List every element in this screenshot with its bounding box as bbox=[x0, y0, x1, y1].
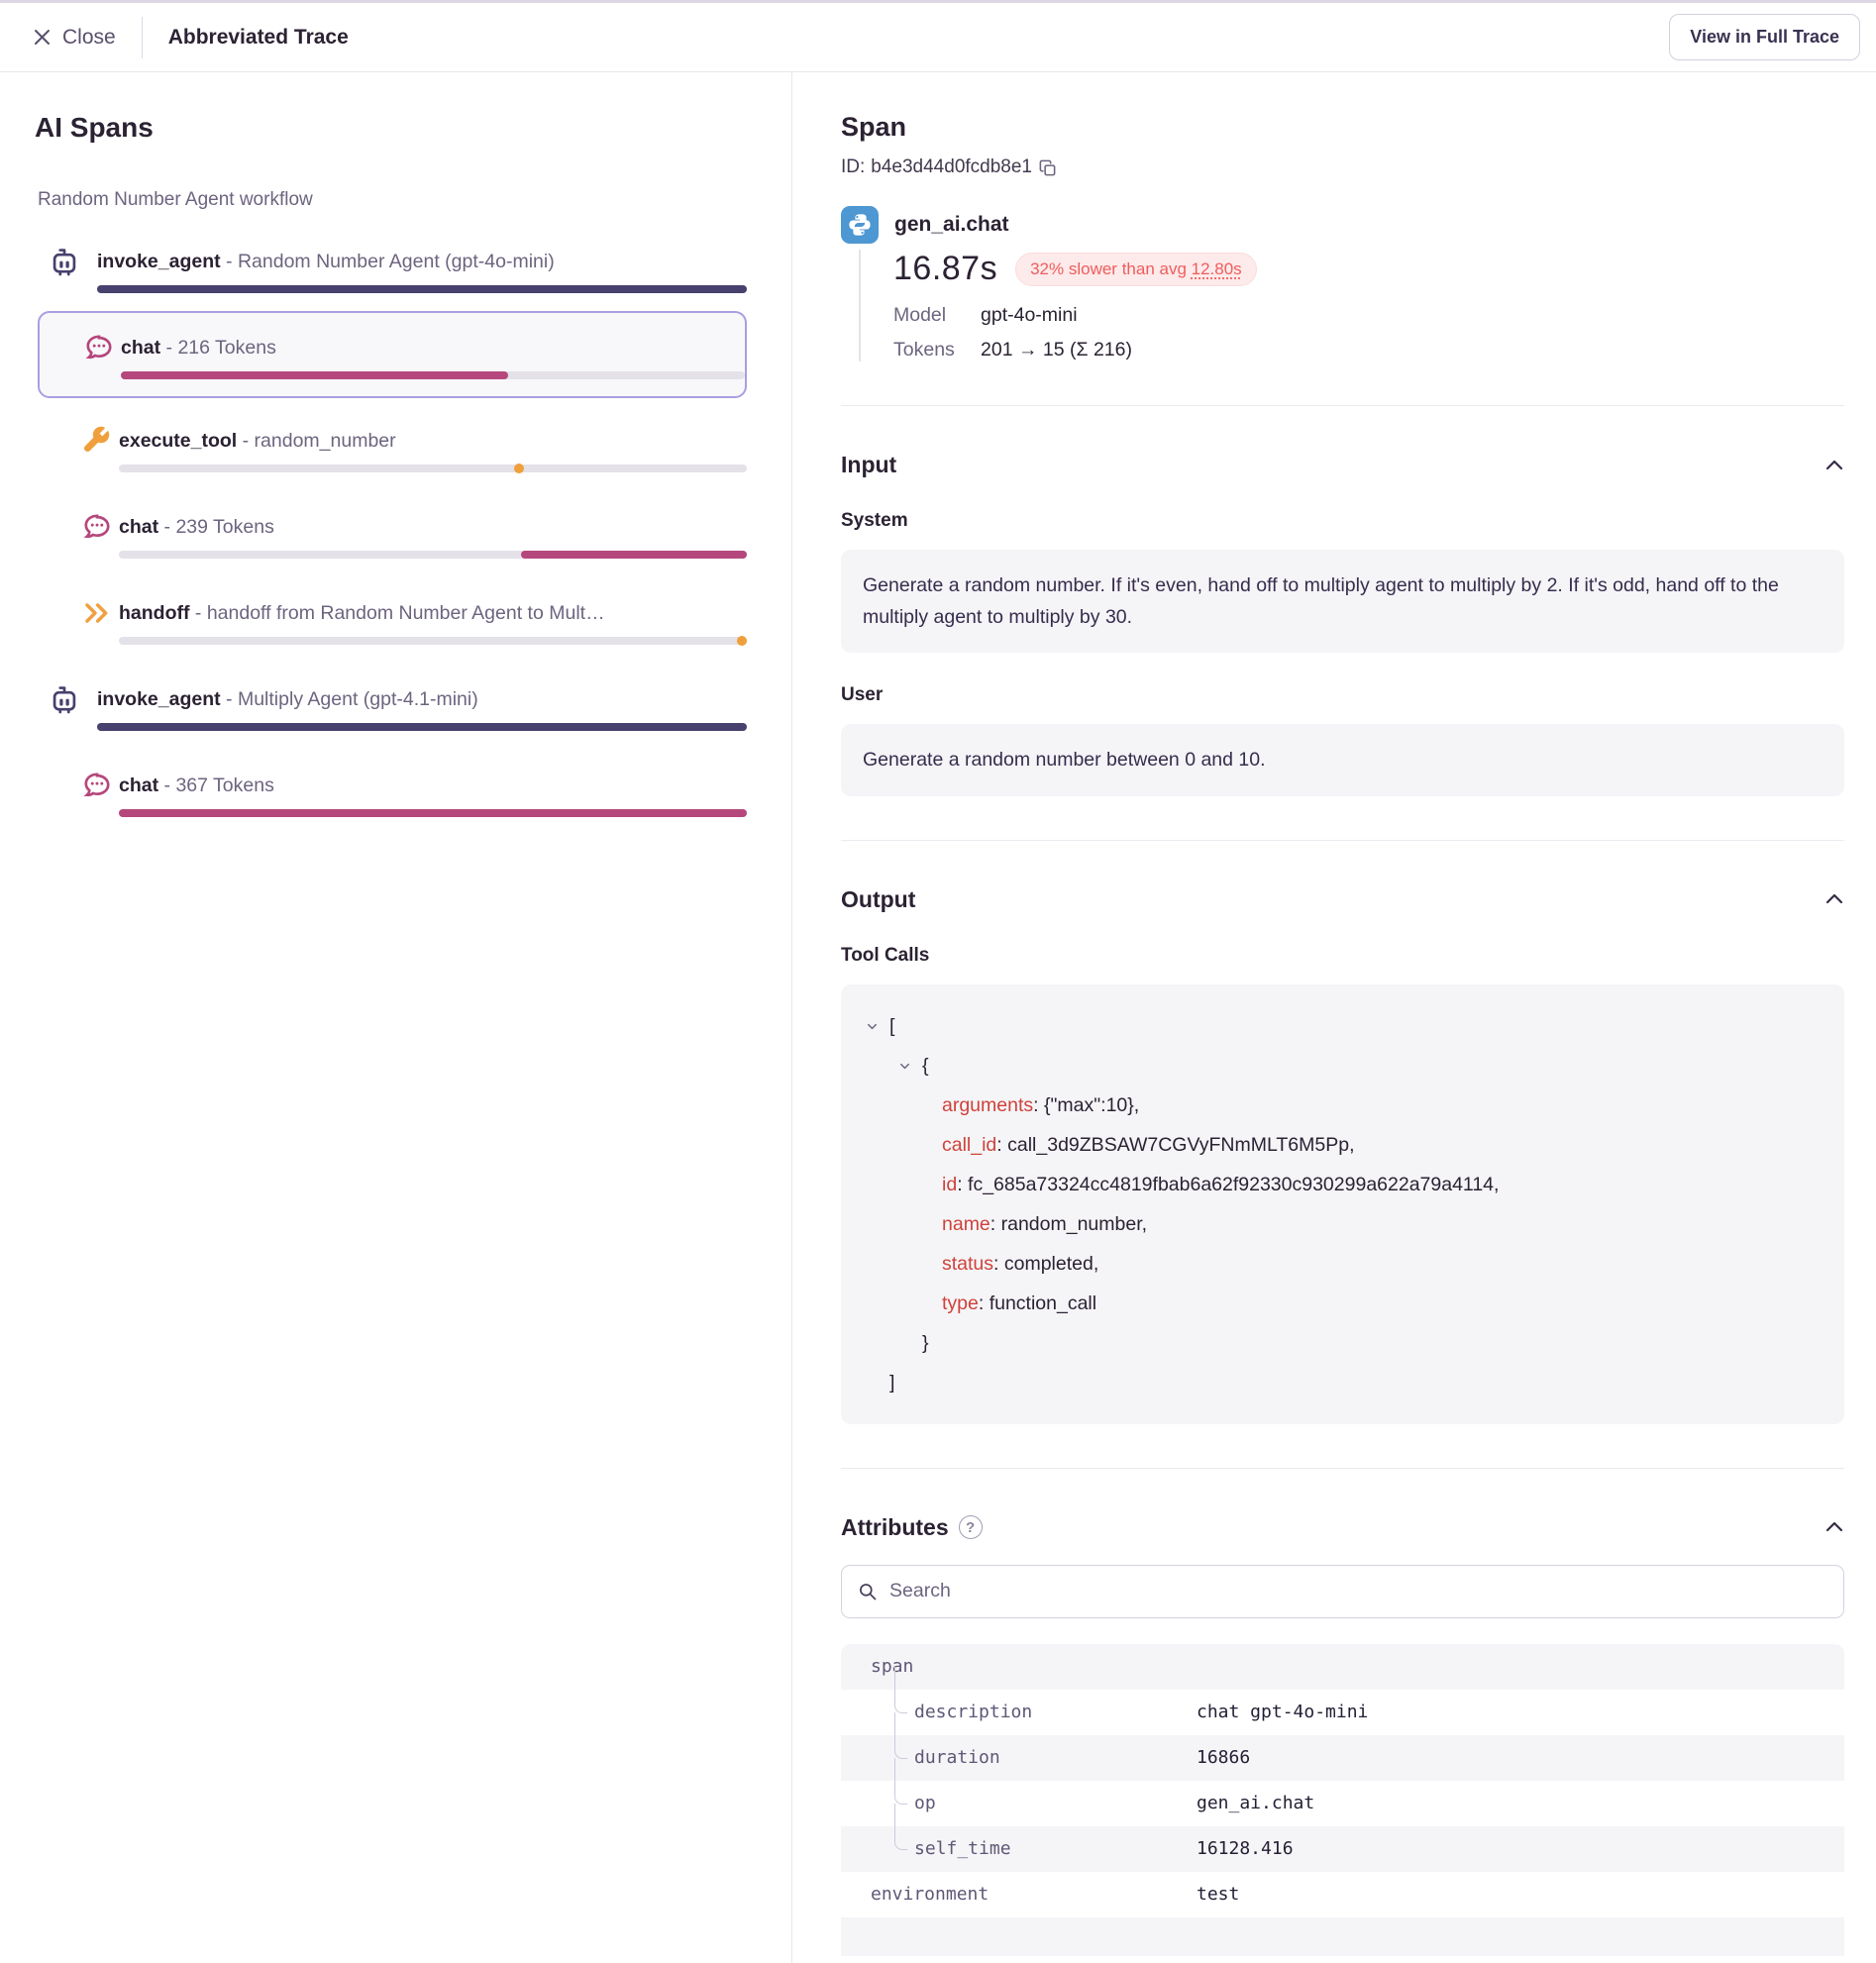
json-collapse-icon[interactable] bbox=[865, 1019, 889, 1034]
span-row-chat[interactable] bbox=[38, 773, 747, 817]
json-property-line bbox=[865, 1125, 1821, 1165]
attributes-table bbox=[841, 1644, 1844, 1956]
span-row-execute_tool[interactable] bbox=[38, 428, 747, 472]
attr-row-span[interactable] bbox=[841, 1644, 1844, 1690]
json-bracket-line: [ bbox=[865, 1006, 1821, 1046]
span-duration-bar bbox=[119, 551, 747, 559]
tokens-row bbox=[893, 339, 1844, 362]
page-title: Abbreviated Trace bbox=[167, 25, 349, 49]
selected-span-row[interactable] bbox=[38, 311, 747, 398]
search-input[interactable] bbox=[889, 1580, 1827, 1602]
top-bar bbox=[0, 3, 1876, 72]
span-op-name: gen_ai.chat bbox=[894, 213, 1009, 236]
model-row bbox=[893, 304, 1844, 327]
json-key: arguments bbox=[942, 1093, 1034, 1116]
span-list bbox=[0, 249, 791, 817]
json-value: : fc_685a73324cc4819fbab6a62f92330c930299a622a79a4114, bbox=[957, 1173, 1500, 1195]
avg-duration-link[interactable]: 12.80s bbox=[1191, 258, 1242, 278]
attr-key: duration bbox=[914, 1747, 1000, 1769]
slower-than-avg-badge: 32% slower than avg 12.80s bbox=[1015, 253, 1257, 286]
json-bracket-line: ] bbox=[889, 1371, 895, 1394]
agent-icon bbox=[48, 683, 81, 717]
agent-icon bbox=[48, 246, 81, 279]
json-key: name bbox=[942, 1212, 990, 1235]
json-key: status bbox=[942, 1252, 994, 1275]
span-duration-bar bbox=[119, 637, 747, 645]
span-id-value: b4e3d44d0fcdb8e1 bbox=[871, 156, 1032, 177]
attr-key: span bbox=[871, 1656, 914, 1678]
span-heading: Span bbox=[841, 112, 907, 142]
copy-icon[interactable] bbox=[1038, 158, 1057, 177]
json-property-line bbox=[865, 1284, 1821, 1323]
span-row-label: chat - 367 Tokens bbox=[119, 775, 274, 796]
tokens-value: 201 → 15 (Σ 216) bbox=[981, 339, 1132, 361]
help-icon[interactable]: ? bbox=[959, 1515, 983, 1539]
span-row-invoke_agent[interactable] bbox=[38, 686, 747, 731]
attr-row-op bbox=[841, 1781, 1844, 1826]
search-icon bbox=[858, 1582, 878, 1601]
user-prompt-box: Generate a random number between 0 and 10. bbox=[841, 724, 1844, 795]
span-duration-bar bbox=[121, 371, 745, 379]
collapse-output-icon[interactable] bbox=[1824, 889, 1844, 909]
json-property-line bbox=[865, 1085, 1821, 1125]
span-row-label: handoff - handoff from Random Number Agent to Mult… bbox=[119, 602, 605, 624]
span-detail-panel bbox=[792, 72, 1876, 1963]
handoff-icon bbox=[81, 597, 113, 629]
python-icon bbox=[841, 206, 879, 244]
span-row-label: invoke_agent - Multiply Agent (gpt-4.1-mini) bbox=[97, 688, 478, 710]
topbar-separator bbox=[142, 17, 143, 58]
close-icon bbox=[34, 29, 51, 46]
span-row-invoke_agent[interactable] bbox=[38, 249, 747, 293]
input-heading: Input bbox=[841, 452, 897, 477]
json-bracket-line: } bbox=[922, 1331, 929, 1354]
json-bracket-line: { bbox=[865, 1046, 1821, 1085]
close-button[interactable] bbox=[34, 26, 116, 50]
attr-value: 16866 bbox=[1197, 1747, 1251, 1769]
chat-icon bbox=[81, 770, 113, 801]
json-key: type bbox=[942, 1291, 979, 1314]
attr-key: description bbox=[914, 1702, 1033, 1723]
attr-value: test bbox=[1197, 1884, 1240, 1906]
user-label: User bbox=[841, 684, 884, 706]
span-row-label: chat - 216 Tokens bbox=[121, 337, 276, 359]
attr-key: op bbox=[914, 1793, 936, 1814]
close-label: Close bbox=[62, 25, 116, 49]
attributes-search[interactable] bbox=[841, 1565, 1844, 1618]
span-row-label: invoke_agent - Random Number Agent (gpt-4o-mini) bbox=[97, 251, 555, 272]
span-row-label: chat - 239 Tokens bbox=[119, 516, 274, 538]
attr-row-duration bbox=[841, 1735, 1844, 1781]
attr-row-partial bbox=[841, 1917, 1844, 1956]
output-heading: Output bbox=[841, 885, 916, 912]
attributes-heading: Attributes bbox=[841, 1513, 949, 1540]
system-label: System bbox=[841, 510, 908, 531]
attr-value: chat gpt-4o-mini bbox=[1197, 1702, 1369, 1723]
model-label: Model bbox=[893, 304, 947, 326]
span-duration-bar bbox=[119, 809, 747, 817]
section-divider bbox=[841, 840, 1844, 841]
ai-spans-heading: AI Spans bbox=[35, 112, 154, 143]
tool-calls-json bbox=[841, 984, 1844, 1424]
json-value: : random_number, bbox=[990, 1212, 1148, 1235]
attr-value: gen_ai.chat bbox=[1197, 1793, 1315, 1814]
model-value: gpt-4o-mini bbox=[981, 304, 1078, 326]
span-row-chat[interactable] bbox=[38, 514, 747, 559]
span-row-handoff[interactable] bbox=[38, 600, 747, 645]
tool-calls-label: Tool Calls bbox=[841, 944, 930, 966]
span-duration-bar bbox=[119, 465, 747, 472]
span-row-chat[interactable] bbox=[40, 335, 745, 379]
collapse-attributes-icon[interactable] bbox=[1824, 1517, 1844, 1537]
span-duration-bar bbox=[97, 723, 747, 731]
json-property-line bbox=[865, 1204, 1821, 1244]
collapse-input-icon[interactable] bbox=[1824, 456, 1844, 475]
span-row-label: execute_tool - random_number bbox=[119, 430, 396, 452]
section-divider bbox=[841, 405, 1844, 406]
tokens-label: Tokens bbox=[893, 339, 955, 361]
json-value: : {"max":10}, bbox=[1033, 1093, 1140, 1116]
json-key: call_id bbox=[942, 1133, 997, 1156]
json-value: : function_call bbox=[978, 1291, 1097, 1314]
workflow-label: Random Number Agent workflow bbox=[38, 189, 313, 210]
span-duration: 16.87s bbox=[893, 250, 998, 287]
section-divider bbox=[841, 1468, 1844, 1469]
attr-key: environment bbox=[871, 1884, 990, 1906]
span-id-row bbox=[841, 156, 1844, 178]
view-full-trace-button[interactable]: View in Full Trace bbox=[1669, 14, 1860, 60]
attr-key: self_time bbox=[914, 1838, 1011, 1860]
system-prompt-box: Generate a random number. If it's even, hand off to multiply agent to multiply by 2. If it's odd, hand off to the multiply agent to multiply by 30. bbox=[841, 550, 1844, 653]
attr-row-self_time bbox=[841, 1826, 1844, 1872]
json-property-line bbox=[865, 1244, 1821, 1284]
chat-icon bbox=[83, 332, 115, 363]
attr-row-environment bbox=[841, 1872, 1844, 1917]
span-duration-bar bbox=[97, 285, 747, 293]
ai-spans-panel bbox=[0, 72, 792, 1963]
tool-icon bbox=[81, 425, 111, 455]
json-property-line bbox=[865, 1165, 1821, 1204]
json-collapse-icon[interactable] bbox=[897, 1059, 922, 1074]
json-value: : completed, bbox=[993, 1252, 1099, 1275]
attr-row-description bbox=[841, 1690, 1844, 1735]
chat-icon bbox=[81, 511, 113, 543]
span-id-label: ID: bbox=[841, 156, 866, 177]
attr-value: 16128.416 bbox=[1197, 1838, 1294, 1860]
json-value: : call_3d9ZBSAW7CGVyFNmMLT6M5Pp, bbox=[996, 1133, 1355, 1156]
json-key: id bbox=[942, 1173, 958, 1195]
